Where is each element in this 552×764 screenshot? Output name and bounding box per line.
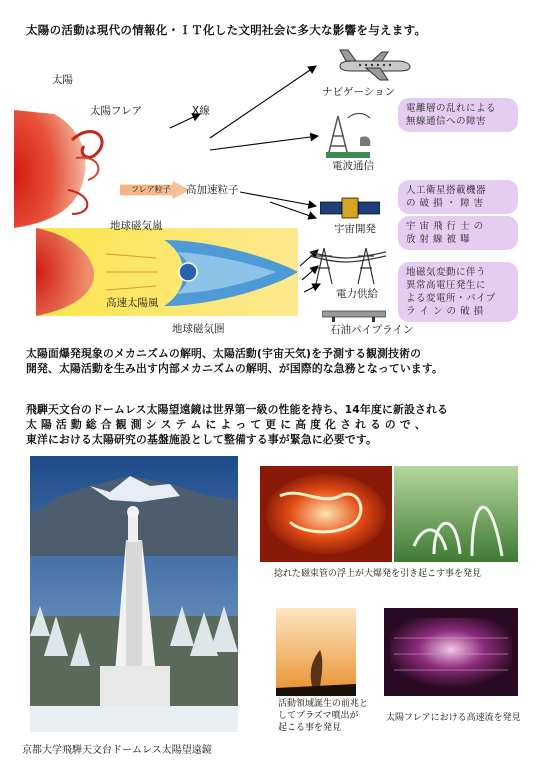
power-tower-icon [310, 244, 386, 284]
storm-label: 地球磁気嵐 [110, 220, 163, 232]
solar-wind-label: 高速太陽風 [106, 297, 159, 309]
bubble-line: 電離層の乱れによる [406, 103, 497, 114]
flux-tube-photo [394, 466, 518, 562]
telescope-photo [30, 456, 238, 732]
flare-region-photo [260, 466, 392, 562]
bubble-line: 放 射 線 被 曝 [406, 234, 471, 245]
caption-line: 起こる事を発見 [278, 723, 342, 733]
paragraph-line: 飛騨天文台のドームレス太陽望遠鏡は世界第一級の性能を持ち、14年度に新設される [26, 403, 448, 416]
high-speed-flow-photo [384, 608, 518, 696]
flux-tube-caption: 捻れた磁束管の浮上が大爆発を引き起こす事を発見 [274, 569, 482, 579]
magnetosphere-label: 地球磁気圏 [172, 323, 225, 335]
target-power: 電力供給 [336, 288, 378, 300]
geomagnetic-impact-bubble [398, 262, 518, 322]
sun-label: 太陽 [52, 74, 73, 86]
telescope-paragraph [26, 402, 536, 447]
plasma-eruption-photo [276, 608, 356, 696]
research-need-paragraph [26, 346, 536, 376]
paragraph-line: 開発、太陽活動を生み出す内部メカニズムの解明、が国際的な急務となっています。 [26, 362, 444, 375]
flare-particle-label: フレア粒子 [131, 185, 171, 194]
target-space: 宇宙開発 [334, 223, 376, 235]
telescope-caption: 京都大学飛騨天文台ドームレス太陽望遠鏡 [22, 745, 212, 756]
paragraph-line: 太陽面爆発現象のメカニズムの解明、太陽活動(宇宙天気)を予測する観測技術の [26, 347, 422, 360]
pipeline-icon [322, 308, 386, 322]
bubble-line: 地磁気変動に伴う [406, 267, 487, 278]
high-speed-flow-caption: 太陽フレアにおける高速流を発見 [386, 713, 521, 723]
target-navigation: ナビゲーション [322, 86, 396, 98]
antenna-icon [318, 112, 378, 158]
target-pipeline: 石油パイプライン [330, 324, 414, 336]
paragraph-line: 太 陽 活 動 総 合 観 測 シ ス テ ム に よ っ て 更 に 高 度 化 さ れ る の で 、 [26, 418, 426, 431]
space-weather-diagram [0, 40, 552, 340]
flare-label: 太陽フレア [90, 105, 143, 117]
caption-line: 活動領域誕生の前兆と [278, 699, 369, 709]
bubble-line: 人工衛星搭載機器 [406, 185, 487, 196]
high-energy-particle-label: 高加速粒子 [186, 184, 239, 196]
satellite-icon [320, 194, 380, 222]
page-title: 太陽の活動は現代の情報化・ＩＴ化した文明社会に多大な影響を与えます。 [26, 23, 427, 37]
satellite-impact-bubble [398, 180, 518, 214]
bubble-line: 宇 宙 飛 行 士 の [406, 221, 484, 232]
bubble-line: よる変電所・パイプ [406, 293, 496, 304]
target-radio: 電波通信 [332, 160, 374, 172]
plasma-eruption-caption [278, 698, 368, 734]
astronaut-impact-bubble [398, 216, 518, 250]
bubble-line: 無線通信への障害 [406, 116, 487, 127]
bubble-line: ラ イ ン の 破 損 [406, 306, 484, 317]
caption-line: してプラズマ噴出が [278, 711, 359, 721]
airplane-icon [336, 48, 412, 82]
bubble-line: 異常高電圧発生に [406, 280, 487, 291]
xray-label: X線 [192, 105, 210, 117]
radio-impact-bubble [398, 98, 518, 132]
bubble-line: の 破 損 ・ 障 害 [406, 198, 484, 209]
paragraph-line: 東洋における太陽研究の基盤施設として整備する事が緊急に必要です。 [26, 433, 378, 446]
